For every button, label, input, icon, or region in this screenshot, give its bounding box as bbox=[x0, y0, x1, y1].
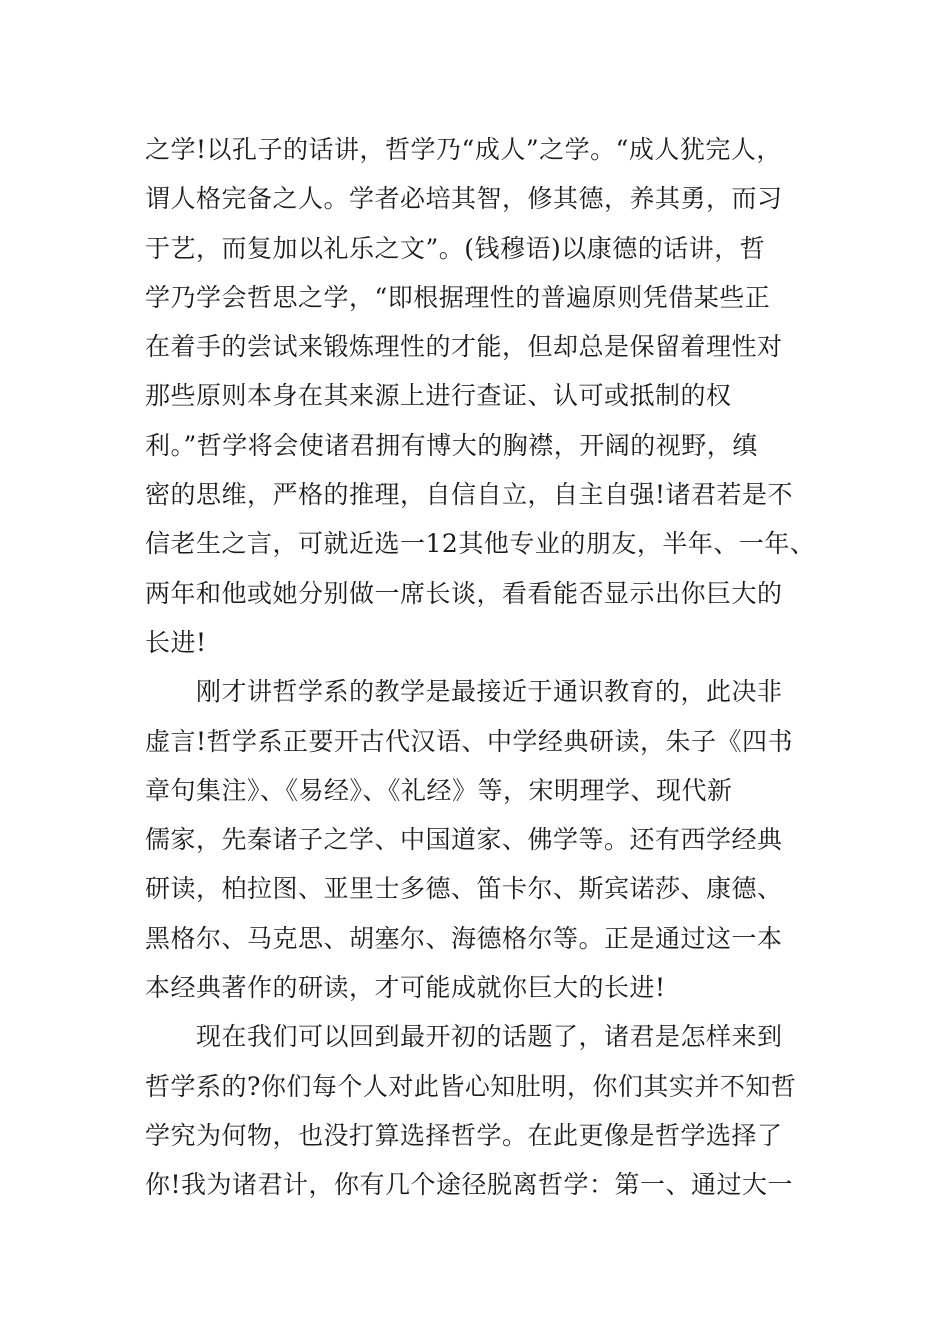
text-line: 之学!以孔子的话讲，哲学乃“成人”之学。“成人犹完人， bbox=[145, 135, 782, 164]
text-line: 两年和他或她分别做一席长谈，看看能否显示出你巨大的 bbox=[145, 578, 783, 608]
paragraph-3 bbox=[145, 1012, 815, 1209]
body-text bbox=[145, 125, 815, 1210]
text-line: 信老生之言，可就近选一12其他专业的朋友，半年、一年、 bbox=[145, 529, 816, 559]
paragraph-2 bbox=[145, 667, 815, 1012]
text-line: 利。”哲学将会使诸君拥有博大的胸襟，开阔的视野，缜 bbox=[145, 430, 758, 460]
text-line: 学究为何物，也没打算选择哲学。在此更像是哲学选择了 bbox=[145, 1120, 783, 1150]
text-line: 于艺，而复加以礼乐之文”。(钱穆语)以康德的话讲，哲 bbox=[145, 233, 766, 263]
paragraph-1 bbox=[145, 125, 815, 667]
text-line: 谓人格完备之人。学者必培其智，修其德，养其勇，而习 bbox=[145, 184, 783, 214]
text-line: 学乃学会哲思之学，“即根据理性的普遍原则凭借某些正 bbox=[145, 282, 771, 312]
text-line: 研读，柏拉图、亚里士多德、笛卡尔、斯宾诺莎、康德、 bbox=[145, 874, 783, 904]
text-line: 刚才讲哲学系的教学是最接近于通识教育的，此决非 bbox=[145, 677, 783, 707]
text-line: 虚言!哲学系正要开古代汉语、中学经典研读，朱子《四书 bbox=[145, 726, 794, 756]
text-line: 哲学系的?你们每个人对此皆心知肚明，你们其实并不知哲 bbox=[145, 1071, 797, 1101]
text-line: 儒家，先秦诸子之学、中国道家、佛学等。还有西学经典 bbox=[145, 825, 783, 855]
text-line: 现在我们可以回到最开初的话题了，诸君是怎样来到 bbox=[145, 1022, 783, 1052]
text-line: 章句集注》、《易经》、《礼经》等，宋明理学、现代新 bbox=[145, 775, 733, 805]
text-line: 长进! bbox=[145, 627, 207, 657]
text-line: 黑格尔、马克思、胡塞尔、海德格尔等。正是通过这一本 bbox=[145, 923, 783, 953]
text-line: 在着手的尝试来锻炼理性的才能，但却总是保留着理性对 bbox=[145, 332, 783, 362]
text-line: 你!我为诸君计，你有几个途径脱离哲学：第一、通过大一 bbox=[145, 1170, 794, 1200]
text-line: 密的思维，严格的推理，自信自立，自主自强!诸君若是不 bbox=[145, 480, 794, 510]
text-line: 本经典著作的研读，才可能成就你巨大的长进! bbox=[145, 973, 666, 1003]
text-line: 那些原则本身在其来源上进行查证、认可或抵制的权 bbox=[145, 381, 732, 411]
